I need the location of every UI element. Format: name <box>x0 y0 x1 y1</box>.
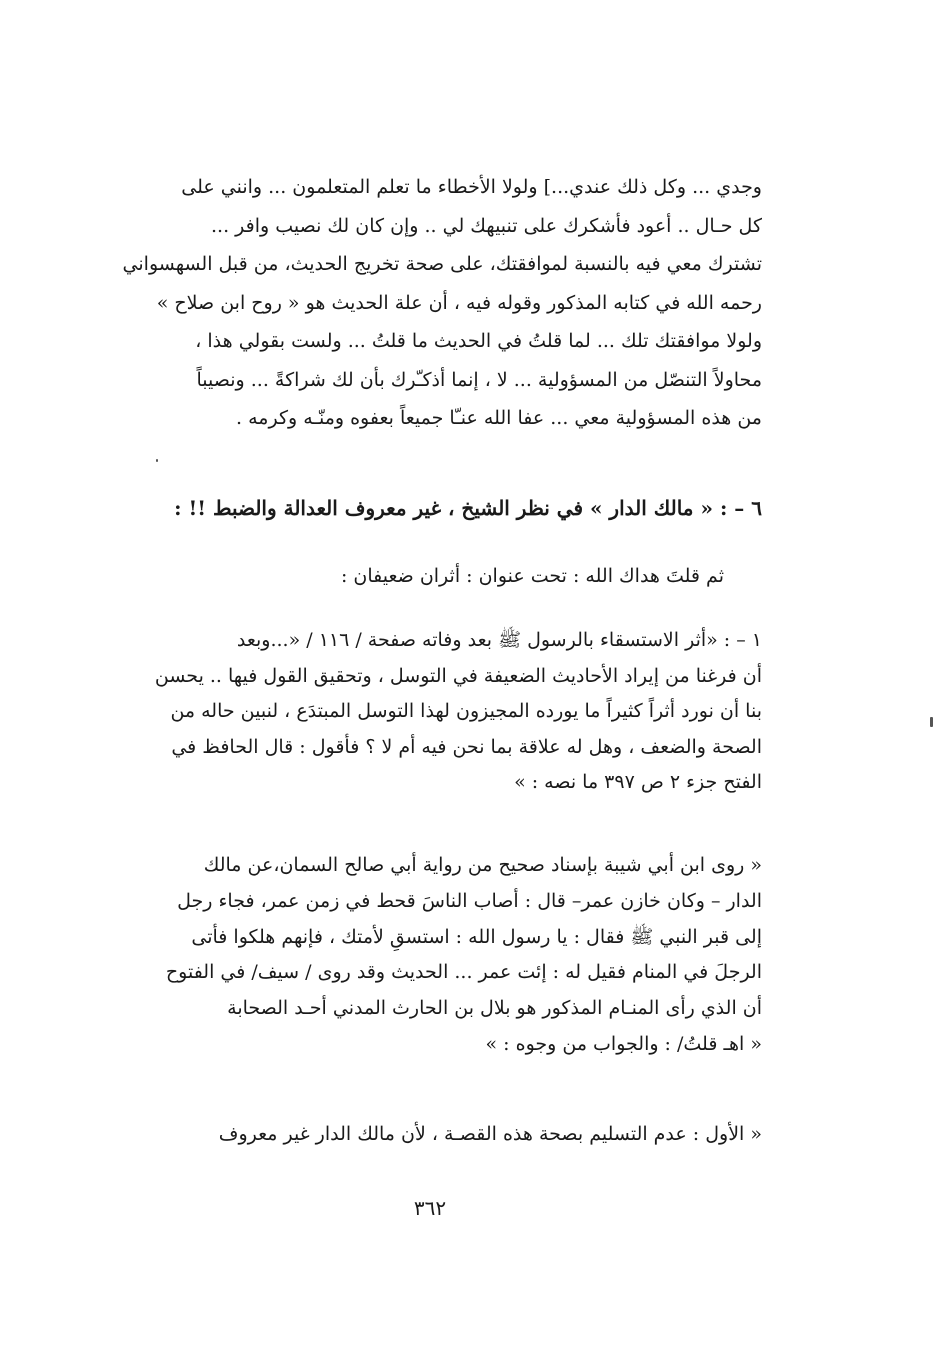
text-line: « روى ابن أبي شيبة بإسناد صحيح من رواية أبي صالح السمان،عن مالك <box>203 854 762 876</box>
text-line: ولولا موافقتك تلك ... لما قلتُ في الحديث ما قلتُ ... ولست بقولي هذا ، <box>195 330 762 352</box>
text-line: محاولاً التنصّل من المسؤولية ... لا ، إنما أذكـّرك بأن لك شراكةً ... ونصيباً <box>196 368 762 391</box>
text-line: « الأول : عدم التسليم بصحة هذه القصـة ، لأن مالك الدار غير معروف <box>218 1123 762 1145</box>
text-line: الدار – وكان خازن عمر– قال : أصاب الناسَ قحط في زمن عمر، فجاء رجل <box>177 889 762 912</box>
paragraph-continuation <box>100 168 762 438</box>
text-line: الرجلَ في المنام فقيل له : إئت عمر ... الحديث وقد روى / سيف/ في الفتوح <box>165 961 762 984</box>
paragraph-first-answer <box>100 1116 762 1152</box>
text-line: كل حـال .. أعود فأشكرك على تنبيهك لي .. وإن كان لك نصيب وافر ... <box>210 214 762 237</box>
text-line: تشترك معي فيه بالنسبة لموافقتك، على صحة تخريج الحديث، من قبل السهسواني <box>122 253 762 275</box>
text-line: أن الذي رأى المنـام المذكور هو بلال بن الحارث المدني أحـد الصحابة <box>227 997 762 1020</box>
scan-speck <box>156 459 158 462</box>
text-line: الفتح جزء ٢ ص ٣٩٧ ما نصه : » <box>514 771 762 793</box>
text-line: من هذه المسؤولية معي ... عفا الله عنـّا جميعاً بعفوه ومنّـه وكرمه . <box>236 407 762 429</box>
text-line: أن فرغنا من إيراد الأحاديث الضعيفة في التوسل ، وتحقيق القول فيها .. يحسن <box>154 664 762 687</box>
paragraph-quotation <box>100 848 762 1063</box>
text-line: إلى قبر النبي ﷺ فقال : يا رسول الله : استسقِ لأمتك ، فإنهم هلكوا فأتى <box>191 925 762 948</box>
section-heading: ٦ً – : « مالك الدار » في نظر الشيخ ، غير معروف العدالة والضبط !! : <box>174 496 762 520</box>
paragraph-athar-istisqa <box>100 623 762 801</box>
section-subheading: ثم قلتَ هداك الله : تحت عنوان : أثران ضعيفان : <box>340 565 724 587</box>
text-line: وجدي ... وكل ذلك عندي...] ولولا الأخطاء ما تعلم المتعلمون ... وانني على <box>181 176 762 198</box>
text-line: ١ً – : «أثر الاستسقاء بالرسول ﷺ بعد وفاته صفحة / ١١٦ / «...وبعد <box>236 629 762 651</box>
page-number: ٣٦٢ <box>413 1196 447 1220</box>
text-line: « اهـ قلتُ/ : والجواب من وجوه : » <box>485 1032 762 1055</box>
scan-speck <box>930 717 933 727</box>
text-line: الصحة والضعف ، وهل له علاقة بما نحن فيه أم لا ؟ فأقول : قال الحافظ في <box>171 735 762 758</box>
text-line: بنا أن نورد أثراً كثيراً ما يورده المجيزون لهذا التوسل المبتدَع ، لنبين حاله من <box>170 700 762 722</box>
text-line: رحمه الله في كتابه المذكور وقوله فيه ، أن علة الحديث هو « روح ابن صلاح » <box>156 291 762 314</box>
